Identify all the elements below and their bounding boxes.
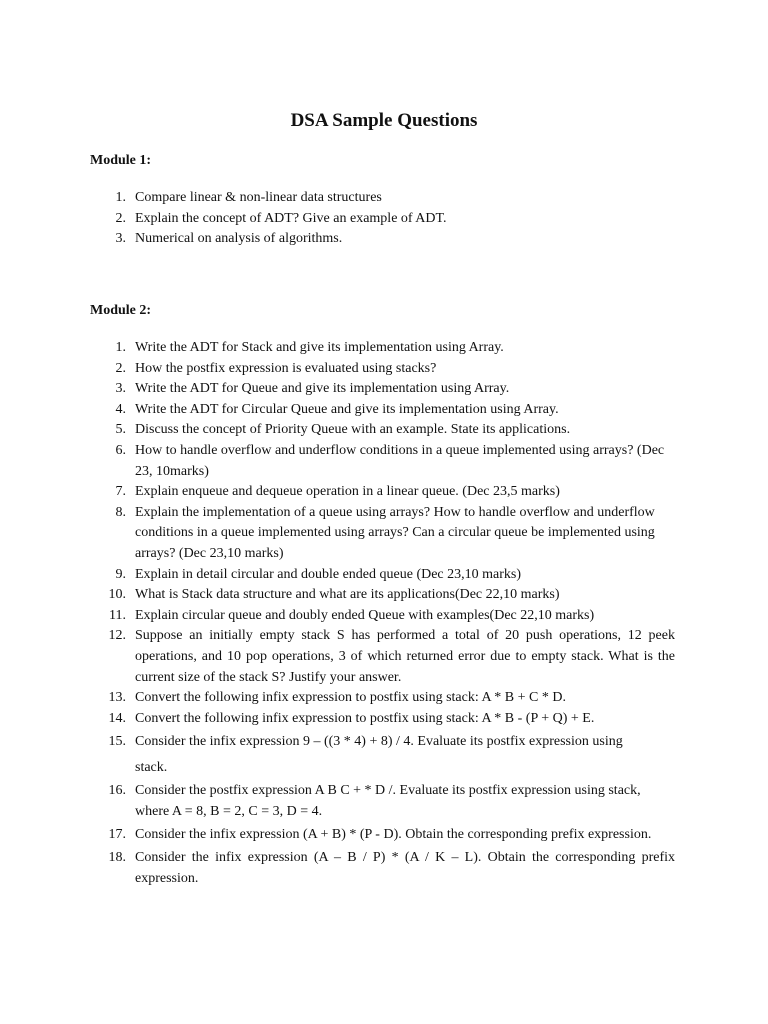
question-number: 15. — [108, 734, 126, 750]
question-number: 16. — [108, 783, 126, 799]
question-item — [90, 209, 675, 230]
question-text: How to handle overflow and underflow conditions in a queue implemented using arrays? (Dec 23, 10marks) — [135, 442, 665, 479]
question-item — [90, 848, 675, 889]
question-item — [90, 585, 675, 606]
module-1-question-list — [90, 188, 675, 250]
question-number: 13. — [108, 690, 126, 706]
question-text: Explain circular queue and doubly ended Queue with examples(Dec 22,10 marks) — [135, 607, 595, 623]
document-title: DSA Sample Questions — [290, 110, 478, 131]
question-item — [90, 626, 675, 688]
question-text: Consider the postfix expression A B C + * D /. Evaluate its postfix expression using stack, where A = 8, B = 2, C = 3, D = 4. — [135, 783, 641, 819]
question-text: Explain the concept of ADT? Give an example of ADT. — [135, 210, 447, 226]
question-text: Compare linear & non-linear data structures — [135, 190, 382, 205]
module-2-heading: Module 2: — [90, 303, 152, 318]
question-number: 18. — [108, 850, 126, 866]
question-number: 10. — [108, 587, 126, 603]
question-text: Convert the following infix expression to postfix using stack: A * B - (P + Q) + E. — [135, 710, 595, 726]
question-text: Consider the infix expression (A – B / P) * (A / K – L). Obtain the corresponding prefix expression. — [135, 850, 675, 887]
question-item — [90, 359, 675, 380]
question-item — [90, 188, 675, 209]
question-item — [90, 400, 675, 421]
question-item — [90, 729, 675, 781]
question-item — [90, 503, 675, 565]
question-item — [90, 229, 675, 250]
question-text: Consider the infix expression 9 – ((3 * 4) + 8) / 4. Evaluate its postfix expression using stack. — [135, 734, 623, 776]
question-text: Explain the implementation of a queue using arrays? How to handle overflow and underflow conditions in a queue implemented using arrays? Can a circular queue be implemented using arrays? (Dec 23,10 marks) — [135, 504, 655, 561]
question-text: Write the ADT for Stack and give its implementation using Array. — [135, 340, 504, 355]
question-number: 1. — [115, 340, 126, 355]
question-item — [90, 781, 675, 822]
question-item — [90, 420, 675, 441]
question-item — [90, 565, 675, 586]
question-text: Write the ADT for Circular Queue and give its implementation using Array. — [135, 401, 559, 417]
question-item — [90, 606, 675, 627]
question-number: 1. — [115, 190, 126, 205]
question-text: Suppose an initially empty stack S has performed a total of 20 push operations, 12 peek operations, and 10 pop operations, 3 of which returned error due to empty stack. What is the current size of the stack S? Justify your answer. — [135, 628, 675, 685]
question-item — [90, 482, 675, 503]
question-text: What is Stack data structure and what are its applications(Dec 22,10 marks) — [135, 587, 560, 603]
question-number: 3. — [115, 231, 126, 247]
question-number: 4. — [115, 401, 126, 417]
module-1-heading: Module 1: — [90, 153, 152, 168]
question-text: Consider the infix expression (A + B) * (P - D). Obtain the corresponding prefix expression. — [135, 827, 652, 843]
question-number: 9. — [115, 566, 126, 582]
question-number: 17. — [108, 827, 126, 843]
question-item — [90, 688, 675, 709]
question-text: Discuss the concept of Priority Queue with an example. State its applications. — [135, 422, 571, 438]
question-item — [90, 709, 675, 730]
question-number: 3. — [115, 381, 126, 397]
question-number: 14. — [108, 710, 126, 726]
question-text: Numerical on analysis of algorithms. — [135, 231, 343, 247]
question-number: 7. — [115, 484, 126, 500]
question-number: 8. — [115, 504, 126, 520]
question-text: How the postfix expression is evaluated using stacks? — [135, 360, 437, 376]
module-2-question-list — [90, 338, 675, 890]
question-item — [90, 441, 675, 482]
question-number: 2. — [115, 210, 126, 226]
question-text: Write the ADT for Queue and give its implementation using Array. — [135, 381, 510, 397]
question-item — [90, 822, 675, 848]
question-text: Explain in detail circular and double ended queue (Dec 23,10 marks) — [135, 566, 522, 582]
question-text: Explain enqueue and dequeue operation in a linear queue. (Dec 23,5 marks) — [135, 484, 560, 500]
question-number: 6. — [115, 442, 126, 458]
question-number: 11. — [109, 607, 126, 623]
question-item — [90, 379, 675, 400]
question-item — [90, 338, 675, 359]
question-number: 12. — [108, 628, 126, 644]
question-number: 5. — [115, 422, 126, 438]
question-text: Convert the following infix expression to postfix using stack: A * B + C * D. — [135, 690, 566, 706]
question-number: 2. — [115, 360, 126, 376]
